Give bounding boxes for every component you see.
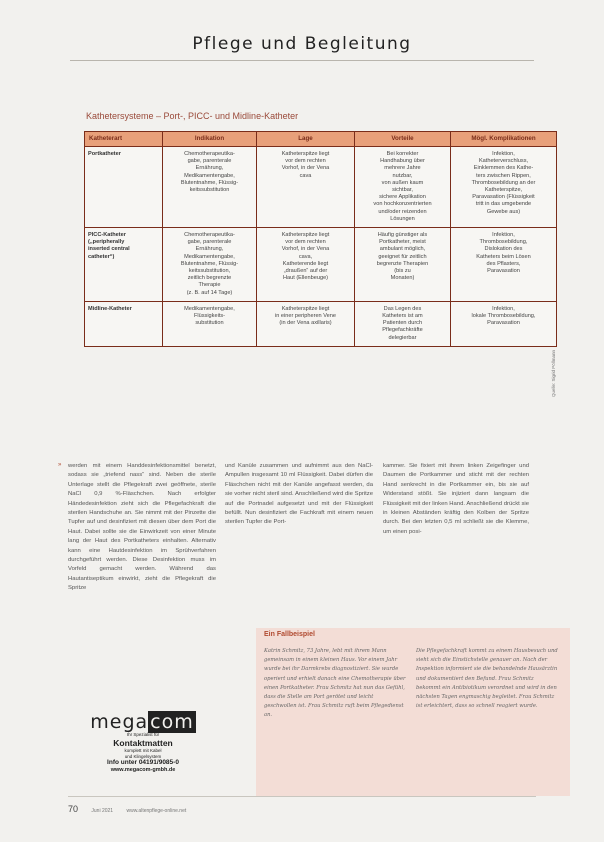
table-cell-line: Blutentnahme, Flüssig-	[180, 179, 239, 186]
footer-divider	[68, 796, 536, 797]
table-cell-line: des Pflasters,	[486, 260, 521, 267]
table-cell-lage	[257, 301, 355, 346]
table-row	[85, 301, 557, 346]
ad-headline: Kontaktmatten	[113, 738, 173, 748]
photo-credit: Quelle: Sigrid Pöllmann	[551, 350, 556, 398]
table-cell-line: Katheterspitze liegt	[281, 232, 330, 239]
table-cell-line: von außen kaum	[381, 179, 424, 186]
continuation-marker: »	[58, 462, 62, 468]
table-cell-line: Paravasation	[487, 268, 520, 275]
table-cell-line: catheter“)	[88, 253, 115, 260]
table-cell-line: Handhabung über	[380, 158, 425, 165]
catheter-table	[84, 131, 557, 347]
table-cell-line: Ernährung,	[195, 246, 224, 253]
table-cell-line: Vorhof, in der Vena	[281, 246, 330, 253]
table-cell-line: Infektion,	[492, 232, 515, 239]
advertisement[interactable]	[68, 712, 218, 774]
table-cell-line: vor dem rechten	[285, 239, 326, 246]
table-cell-indikation	[163, 228, 257, 302]
table-cell-line: Katheterspitze liegt	[281, 151, 330, 157]
article-column-1: werden mit einem Handdesinfektionsmittel benetzt, sodass sie „triefend nass“ sind. Neben die sterile Unterlage stellt die Pflegekraft zwei geöffnete, sterile NaCl 0,9 %-Fläschchen. Nach erfolgter Händedesinfektion zieht sich die Pflegefachkraft die sterilen Handschuhe an. Sie nimmt mit der Pinzette die Tupfer auf und desinfiziert mit diesen über dem Port die Haut. Dabei sollte sie die Einwirkzeit von einer Minute lang der Haut des Portkatheters einhalten. Alternativ kann eine Hautdesinfektion im Sprühverfahren durchgeführt werden. Diese Desinfektion muss im Vorfeld gemacht werden. Während das Hautantiseptikum einwirkt, zieht die Pflegekraft die Spritze	[68, 463, 216, 592]
table-cell-line: tritt in das umgebende	[475, 201, 532, 208]
ad-logo-left: mega	[90, 711, 149, 733]
table-cell-line: Portkatheter	[88, 151, 121, 157]
table-cell-line: Portkatheter, meist	[379, 239, 426, 246]
table-cell-line: Midline-Katheter	[88, 305, 132, 312]
table-cell-line: ters zwischen Rippen,	[476, 172, 531, 179]
table-row	[85, 147, 557, 228]
table-cell-line: Medikamentengabe,	[184, 172, 235, 179]
page-title: Pflege und Begleitung	[192, 34, 412, 54]
ad-website-link[interactable]: www.megacom-gmbh.de	[110, 767, 176, 773]
table-cell-line: Gewebe aus)	[486, 208, 521, 215]
table-cell-line: Vorhof, in der Vena	[281, 165, 330, 172]
table-cell-line: Infektion,	[492, 151, 515, 157]
case-study-title: Ein Fallbeispiel	[264, 631, 315, 638]
ad-subline-1: komplett mit Kabel	[124, 748, 162, 753]
table-cell-line: von hochkonzentrierten	[373, 201, 432, 208]
ad-tagline: Ihr Spezialist für	[126, 732, 160, 737]
table-cell-line: Dislokation des	[484, 246, 523, 253]
table-cell-line: Paravasation	[487, 320, 520, 327]
case-study-text-left: Katrin Schmitz, 73 Jahre, lebt mit ihrem Mann gemeinsam in einem kleinen Haus. Vor einem Jahr wurde bei ihr Darmkrebs diagnostiziert. Sie wurde operiert und erhielt danach eine Chemotherapie über einen Portkatheter. Frau Schmitz hat nun das Gefühl, dass die Stelle am Port gerötet und leicht geschwollen ist. Frau Schmitz ruft beim Pflegedienst an.	[264, 648, 406, 719]
ad-logo-right: com	[150, 711, 194, 733]
table-cell-line: Katheterverschluss,	[478, 158, 529, 165]
table-cell-line: Katheters ist am	[382, 313, 423, 320]
table-cell-line: Ernährung,	[195, 165, 224, 172]
table-cell-line: mehrere Jahre	[384, 165, 421, 172]
table-cell-line: in einer peripheren Vene	[275, 313, 336, 320]
table-cell-line: keitssubstitution	[189, 187, 230, 194]
header-indikation: Indikation	[163, 132, 257, 147]
table-cell-line: delegierbar	[388, 334, 417, 341]
table-cell-lage	[257, 147, 355, 228]
table-header-row	[85, 132, 557, 147]
issue-month: Juni 2021	[91, 808, 114, 814]
page-number: 70	[68, 804, 79, 814]
table-cell-line: cava,	[298, 253, 313, 260]
article-column-3: kammer. Sie fixiert mit ihrem linken Zeigefinger und Daumen die Portkammer und sticht mit der rechten Hand senkrecht in die Portkammer ein, bis sie auf Widerstand stößt. Sie injiziert dann langsam die Flüssigkeit mit der linken Hand. Anschließend drückt sie in kleinen Abständen kräftig den Kolben der Spritze durch. Bei den letzten 0,5 ml schließt sie die Klemme, um einen posi-	[383, 463, 529, 535]
table-cell-line: begrenzte Therapien	[376, 260, 429, 267]
table-cell-line: gabe, parenterale	[187, 158, 232, 165]
header-katheterart: Katheterart	[85, 132, 163, 147]
table-cell-line: zeitlich begrenzte	[187, 275, 232, 282]
table-cell-lage	[257, 228, 355, 302]
table-cell-vorteile	[355, 228, 451, 302]
table-cell-line: Einklemmen des Kathe-	[473, 165, 534, 172]
table-cell-line: Medikamentengabe,	[184, 305, 235, 312]
table-cell-komplikationen	[451, 301, 557, 346]
table-cell-line: substitution	[195, 320, 224, 327]
ad-logo	[68, 712, 218, 732]
table-cell-vorteile	[355, 301, 451, 346]
case-study-text-right: Die Pflegefachkraft kommt zu einem Hausbesuch und sieht sich die Einstichstelle genauer an. Nach der Inspektion informiert sie die behandelnde Hausärztin und dokumentiert den Befund. Frau Schmitz bekommt ein Antibiotikum verordnet und wird in den nächsten Tagen engmaschig begleitet. Frau Schmitz ist erleichtert, dass so schnell reagiert wurde.	[416, 648, 558, 710]
header-komplikationen: Mögl. Komplikationen	[451, 132, 557, 147]
table-cell-line: Häufig günstiger als	[377, 232, 428, 239]
table-cell-line: Medikamentengabe,	[184, 253, 235, 260]
article-column-2: und Kanüle zusammen und aufnimmt aus den NaCl-Ampullen insgesamt 10 ml Flüssigkeit. Dabei dürfen die Fläschchen nicht mit der Kanüle angefasst werden, da sie vorher nicht steril sind. Anschließend wird die Spritze auf die Portnadel aufgesetzt und mit der Flüssigkeit befüllt. Nun desinfiziert die Fachkraft mit einem neuen sterilen Tupfer die Port-	[225, 463, 373, 526]
table-cell-line: Katheterspitze,	[484, 187, 523, 194]
header-vorteile: Vorteile	[355, 132, 451, 147]
ad-subline-2: und Klingelsystem	[124, 753, 162, 759]
table-cell-line: Thrombosebildung an der	[471, 179, 536, 186]
table-cell-line: (z. B. auf 14 Tage)	[186, 289, 233, 296]
table-cell-line: Flüssigkeits-	[193, 313, 226, 320]
table-cell-line: Katheters beim Lösen	[476, 253, 531, 260]
table-cell-line: Lösungen	[390, 215, 415, 222]
table-cell-line: nutzbar,	[392, 172, 413, 179]
table-cell-line: Thrombosebildung,	[479, 239, 528, 246]
table-cell-line: „draußen“ auf der	[283, 268, 328, 275]
table-cell-line: (bis zu	[394, 268, 411, 275]
table-cell-line: cava	[299, 172, 312, 179]
table-cell-komplikationen	[451, 228, 557, 302]
table-cell-vorteile	[355, 147, 451, 228]
table-cell-line: Chemotherapeutika-	[184, 151, 235, 157]
table-cell-komplikationen	[451, 147, 557, 228]
table-cell-line: Blutentnahme, Flüssig-	[180, 260, 239, 267]
table-cell-name	[85, 147, 163, 228]
table-cell-line: und/oder reizenden	[378, 208, 427, 215]
table-cell-line: ambulant möglich,	[379, 246, 426, 253]
table-cell-line: Das Legen des	[383, 305, 422, 312]
title-divider	[70, 60, 534, 61]
ad-phone-info: Info unter 04191/9085-0	[107, 759, 179, 766]
table-cell-line: Paravasation (Flüssigkeit	[472, 194, 535, 201]
table-cell-name	[85, 228, 163, 302]
table-cell-line: Bei korrekter	[386, 151, 419, 157]
table-cell-line: Patienten durch	[382, 320, 423, 327]
table-cell-name	[85, 301, 163, 346]
table-cell-line: inserted central	[88, 246, 130, 253]
header-lage: Lage	[257, 132, 355, 147]
table-cell-line: (in der Vena axillaris)	[279, 320, 332, 327]
table-cell-line: PICC-Katheter	[88, 232, 126, 239]
table-cell-line: gabe, parenterale	[187, 239, 232, 246]
table-cell-line: sichere Applikation	[379, 194, 426, 201]
table-cell-line: vor dem rechten	[285, 158, 326, 165]
table-cell-line: Therapie	[198, 282, 221, 289]
table-cell-indikation	[163, 301, 257, 346]
table-cell-line: Katheterende liegt	[282, 260, 329, 267]
table-cell-indikation	[163, 147, 257, 228]
table-cell-line: lokale Thrombosebildung,	[471, 313, 536, 320]
table-cell-line: Monaten)	[390, 275, 415, 282]
table-cell-line: sichtbar,	[392, 187, 413, 194]
table-cell-line: Haut (Ellenbeuge)	[282, 275, 329, 282]
table-cell-line: Infektion,	[492, 305, 515, 312]
table-cell-line: Katheterspitze liegt	[281, 305, 330, 312]
table-title: Kathetersysteme – Port-, PICC- und Midline-Katheter	[86, 111, 299, 121]
table-row	[85, 228, 557, 302]
footer-website[interactable]: www.altenpflege-online.net	[126, 808, 187, 814]
table-cell-line: keitssubstitution,	[188, 268, 231, 275]
page-footer	[68, 804, 186, 814]
table-cell-line: Chemotherapeutika-	[184, 232, 235, 239]
table-cell-line: geeignet für zeitlich	[378, 253, 427, 260]
table-cell-line: („peripherally	[88, 239, 125, 246]
table-cell-line: Pflegefachkräfte	[382, 327, 423, 334]
case-study-box	[256, 628, 570, 796]
